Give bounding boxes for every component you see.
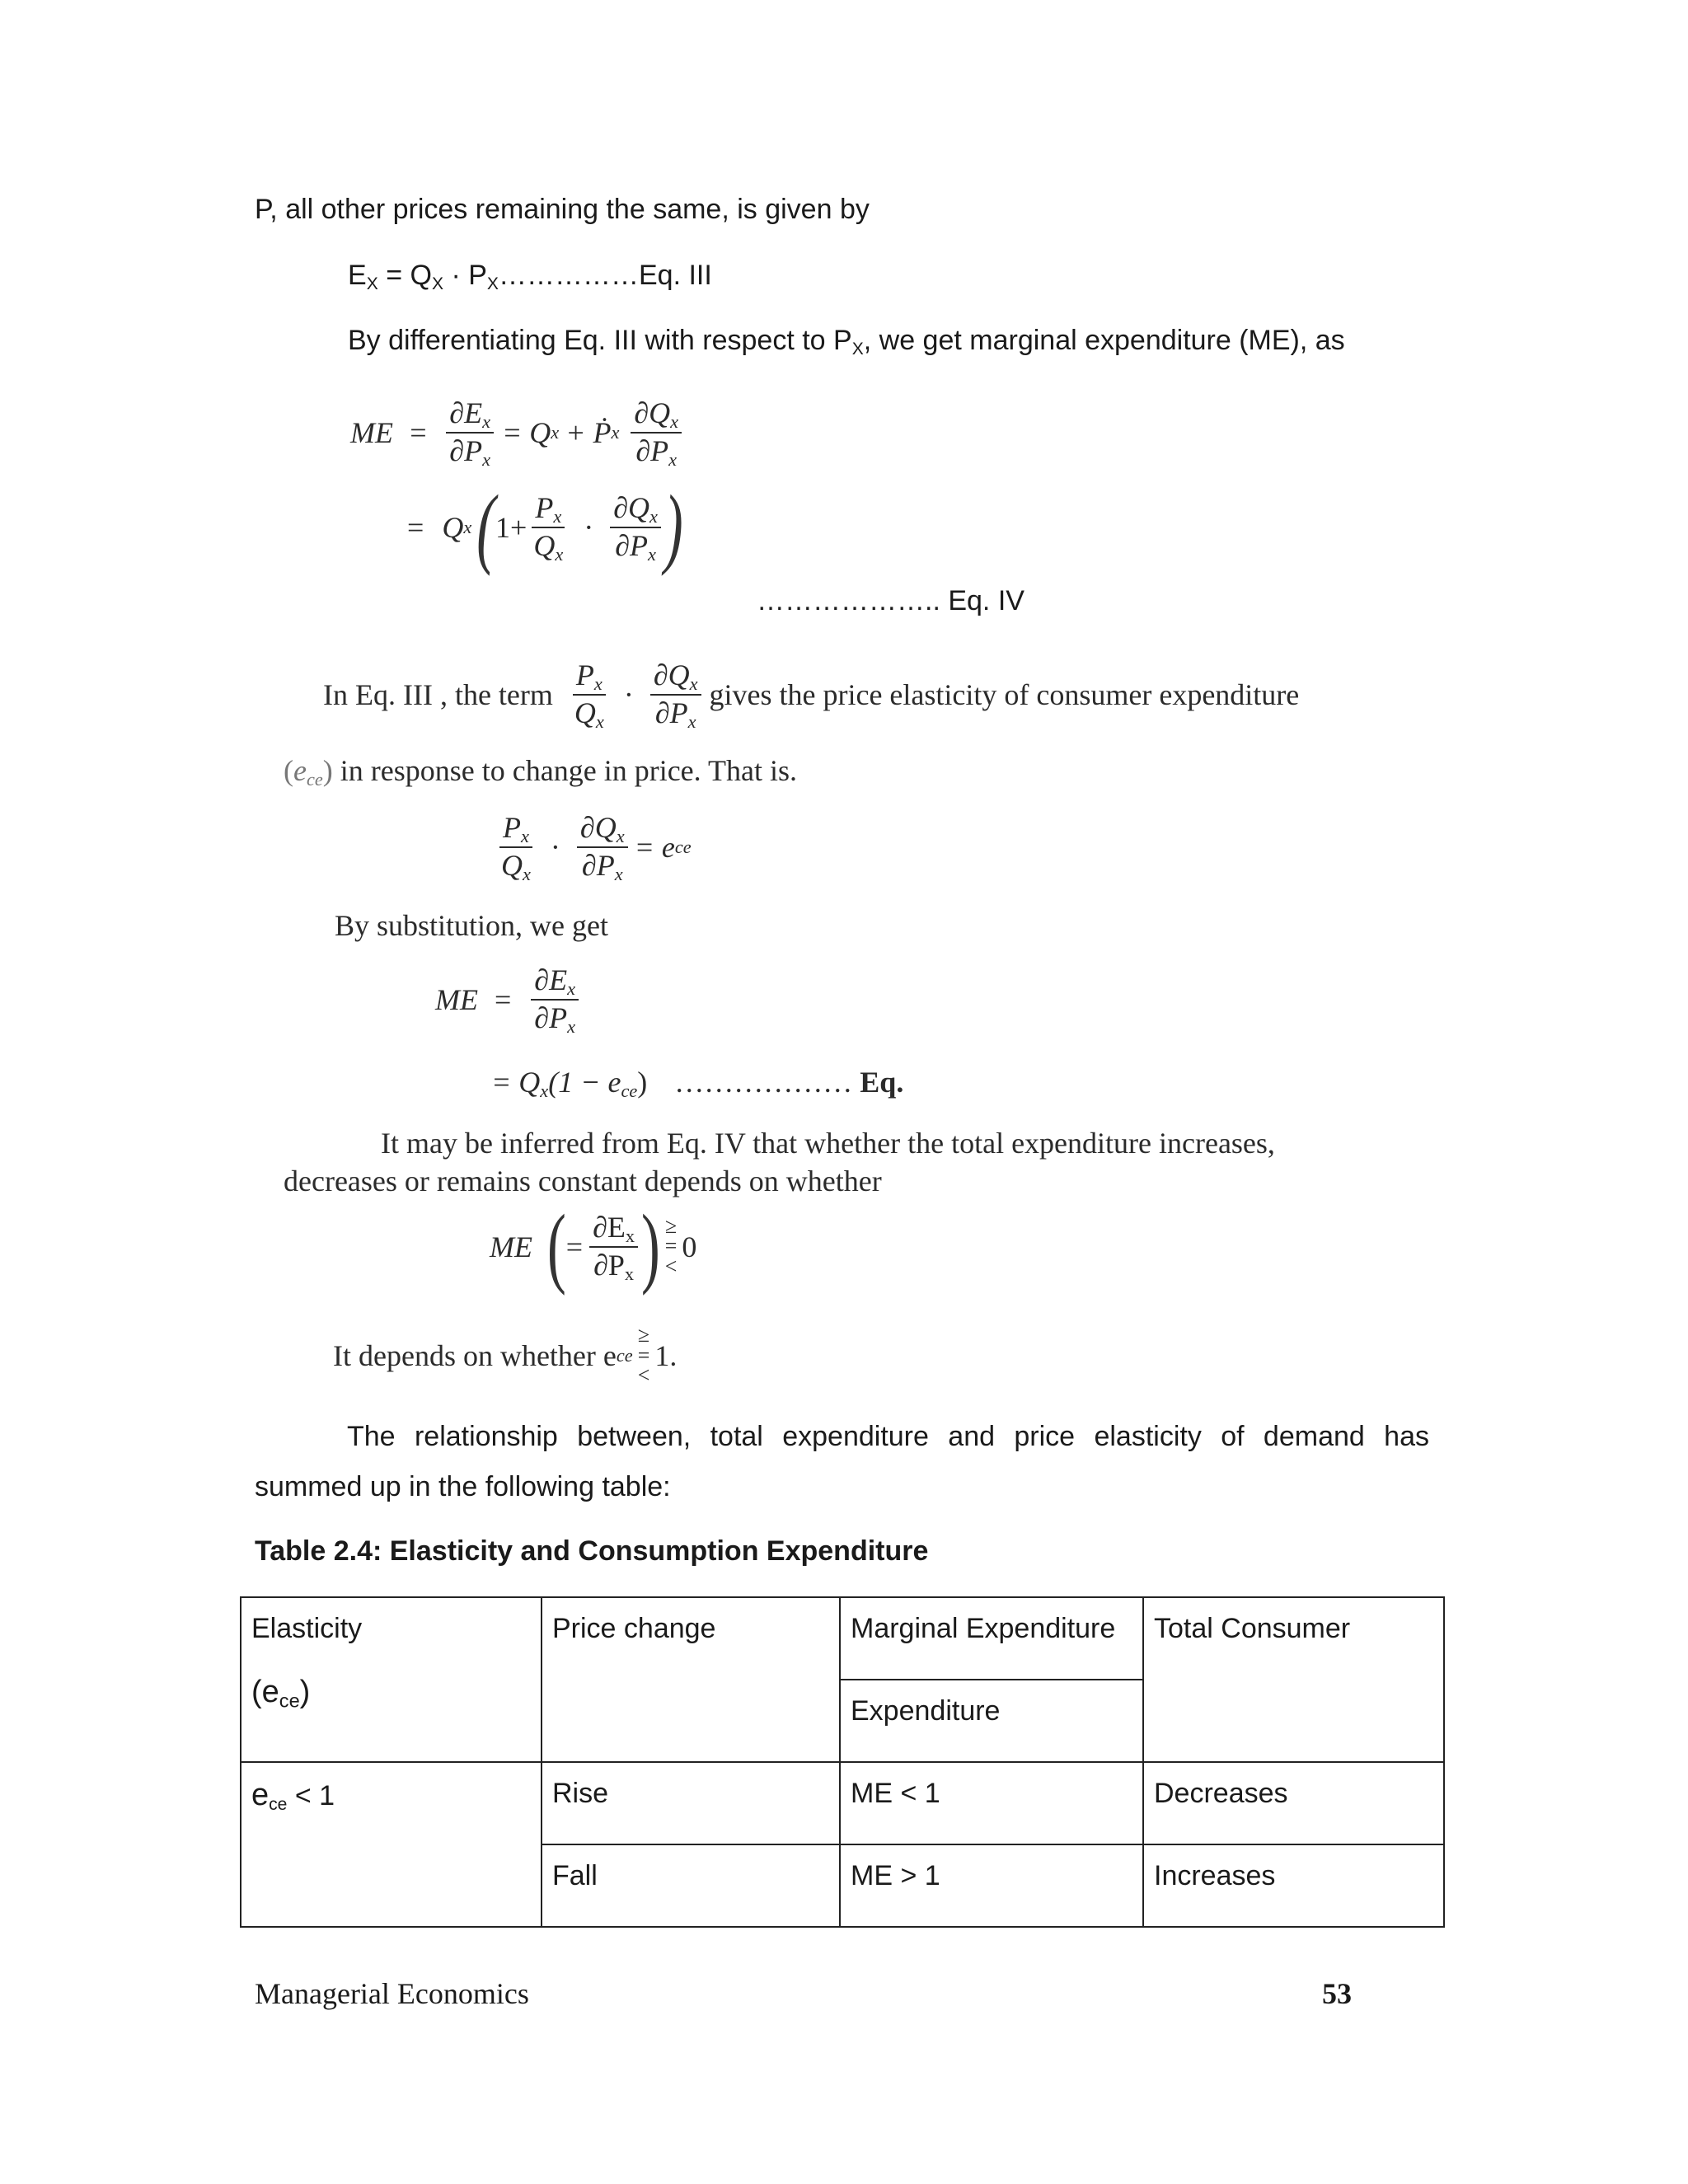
cell-total-fall: Increases — [1143, 1844, 1444, 1927]
substitution-line: By substitution, we get — [335, 909, 608, 942]
cell-ece-less-than-one: $e_{ce} < 1$ — [241, 1762, 542, 1927]
table-caption: Table 2.4: Elasticity and Consumption Expenditure — [255, 1535, 929, 1567]
intro-line: P, all other prices remaining the same, is given by — [255, 194, 870, 225]
header-price-change: Price change — [542, 1597, 840, 1762]
page-number: 53 — [1322, 1977, 1352, 2010]
cell-price-fall: Fall — [542, 1844, 840, 1927]
cell-me-fall: ME > 1 — [840, 1844, 1143, 1927]
relationship-line2: summed up in the following table: — [255, 1471, 671, 1502]
inferred-line1: It may be inferred from Eq. IV that whether the total expenditure increases, — [381, 1127, 1275, 1160]
relationship-line1: The relationship between, total expenditure and price elasticity of demand has — [347, 1421, 1429, 1452]
equation-iii: $E_X = Q_X$ · $P_X\dots\dots\dots\dots\dots Eq$. III — [348, 260, 712, 293]
ece-definition: $\frac{P_x}{Q_x}$ · $\frac{\partial Q_x}{\partial P_x}$ = e ce — [501, 811, 692, 884]
footer-title: Managerial Economics — [255, 1977, 529, 2010]
table-row — [241, 1597, 1444, 1680]
cell-price-rise: Rise — [542, 1762, 840, 1844]
depends-line: It depends on whether e ce ≥ = < 1. — [333, 1323, 678, 1388]
ece-response-line: $(e_{ce})$ in response to change in price. That is. — [284, 754, 797, 790]
me-final-line2: = $Q_x(1 - e_{ce})$ ……………… Eq. — [491, 1066, 904, 1102]
me-derivation-line2: = Q x ( 1+ $\frac{P_x}{Q_x}$ · $\frac{\partial Q_x}{\partial P_x}$ ) — [407, 476, 683, 577]
inferred-line2: decreases or remains constant depends on whether — [284, 1165, 882, 1197]
elasticity-table — [240, 1596, 1445, 1928]
me-condition: ME ( = $\frac{\partial E_x}{\partial P_x}$ ) ≥ = < 0 — [490, 1195, 697, 1296]
me-derivation-line1: ME = $\frac{\partial E_x}{\partial P_x}$ = Q x + Ṗ x $\frac{\partial Q_x}{\partial P_x}$ — [350, 397, 685, 467]
cell-me-rise: ME < 1 — [840, 1762, 1143, 1844]
header-elasticity: Elasticity $(e_{ce})$ — [241, 1597, 542, 1762]
eq-iv-label: ……………….. Eq. IV — [757, 585, 1025, 616]
me-final-line1: ME = $\frac{\partial E_x}{\partial P_x}$ — [435, 964, 582, 1034]
header-total-consumer: Total Consumer — [1143, 1597, 1444, 1762]
header-marginal-expenditure: Marginal Expenditure — [840, 1597, 1143, 1680]
table-row — [241, 1762, 1444, 1844]
eq3-term-line: In Eq. III , the term $\frac{P_x}{Q_x}$ · $\frac{\partial Q_x}{\partial P_x}$ gives the price elasticity of consumer expenditure — [323, 658, 1300, 732]
cell-total-rise: Decreases — [1143, 1762, 1444, 1844]
header-expenditure: Expenditure — [840, 1680, 1143, 1762]
differentiating-line: By differentiating Eq. III with respect to $P_X$, we get marginal expenditure (ME), as — [348, 325, 1345, 359]
